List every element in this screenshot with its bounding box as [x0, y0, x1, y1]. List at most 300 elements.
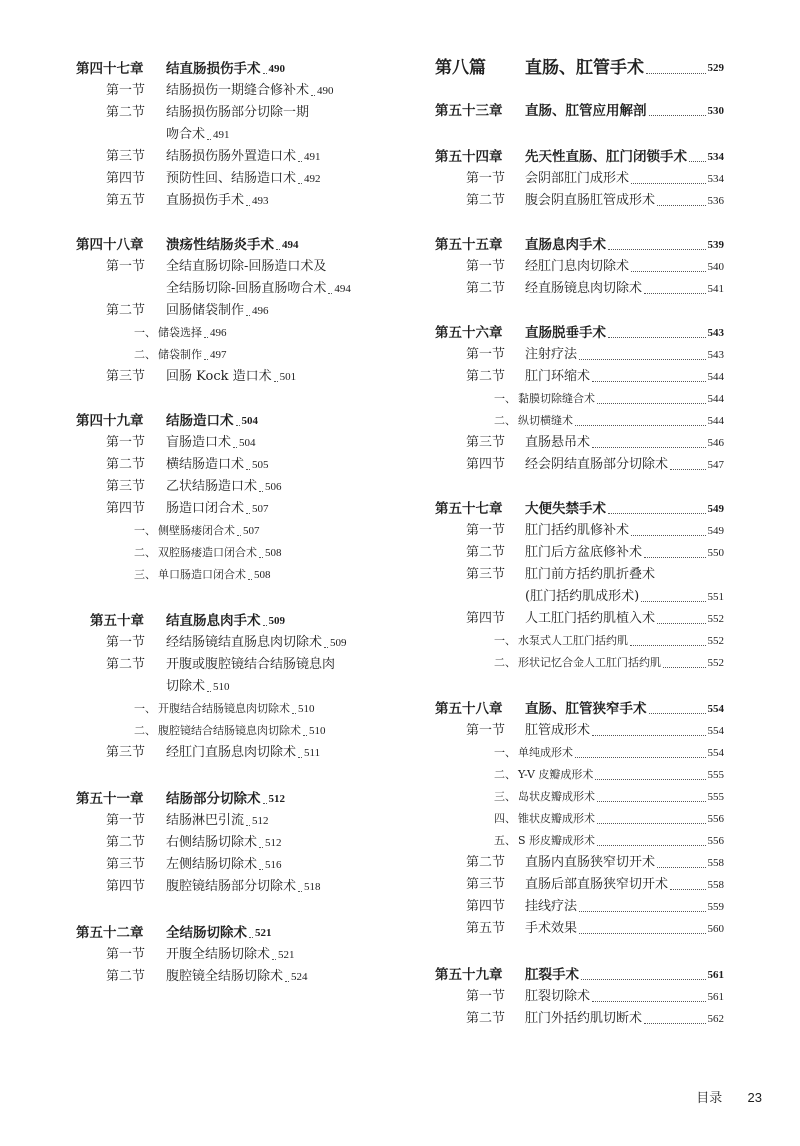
- entry-number: 第四节: [466, 899, 506, 914]
- toc-entry-sub: [494, 764, 724, 786]
- entry-page-number: 554: [707, 725, 724, 737]
- entry-title: 肛门环缩术: [525, 369, 591, 384]
- entry-title: 直肠、肛管狭窄手术: [525, 701, 647, 717]
- leader-dots: [631, 535, 705, 536]
- entry-title: 肛管成形术: [525, 723, 591, 738]
- entry-title: 储袋制作: [158, 348, 202, 361]
- entry-title: 腹腔镜全结肠切除术: [166, 969, 284, 984]
- entry-title: 手术效果: [525, 921, 578, 936]
- entry-page-number: 561: [707, 969, 724, 981]
- entry-number: 第三节: [466, 435, 506, 450]
- toc-entry-sec: [466, 720, 724, 742]
- leader-dots: [276, 249, 280, 250]
- toc-entry-ch: [435, 100, 724, 122]
- leader-dots: [631, 183, 705, 184]
- toc-entry-sec2a: [466, 564, 724, 586]
- entry-title: 回肠 Kock 造口术: [166, 369, 272, 384]
- toc-entry-ch: [435, 234, 724, 256]
- entry-page-number: 556: [707, 813, 724, 825]
- entry-title: 直肠损伤手术: [166, 193, 245, 208]
- toc-entry-sub: [494, 742, 724, 764]
- entry-page-number: 510: [213, 681, 230, 693]
- entry-page-number: 544: [707, 371, 724, 383]
- entry-page-number: 555: [707, 769, 724, 781]
- entry-number: 第二节: [466, 193, 506, 208]
- entry-title: 结肠损伤肠部分切除一期: [166, 105, 310, 120]
- entry-number: 第四十七章: [76, 61, 144, 77]
- entry-number: 第一节: [466, 523, 506, 538]
- entry-number: 第一节: [106, 947, 146, 962]
- entry-number: 第二节: [106, 457, 146, 472]
- leader-dots: [324, 647, 328, 648]
- entry-number: 一、: [494, 746, 516, 759]
- entry-number: 第一节: [106, 813, 146, 828]
- leader-dots: [204, 359, 208, 360]
- entry-number: 第三节: [106, 857, 146, 872]
- leader-dots: [303, 735, 307, 736]
- leader-dots: [581, 979, 706, 980]
- entry-number: 二、: [134, 724, 156, 737]
- entry-page-number: 508: [254, 569, 271, 581]
- entry-page-number: 560: [707, 923, 724, 935]
- entry-page-number: 510: [309, 725, 326, 737]
- leader-dots: [595, 779, 705, 780]
- leader-dots: [575, 425, 706, 426]
- entry-title: 乙状结肠造口术: [166, 479, 258, 494]
- entry-page-number: 549: [707, 503, 724, 515]
- entry-title: 预防性回、结肠造口术: [166, 171, 297, 186]
- entry-number: 第八篇: [435, 58, 486, 78]
- entry-page-number: 530: [707, 105, 724, 117]
- toc-entry-sec: [466, 896, 724, 918]
- toc-entry-ch: [435, 698, 724, 720]
- leader-dots: [579, 933, 705, 934]
- entry-page-number: 509: [268, 615, 285, 627]
- entry-title: 结肠造口术: [166, 413, 234, 429]
- entry-title: 直肠悬吊术: [525, 435, 591, 450]
- entry-number: 第一节: [466, 171, 506, 186]
- leader-dots: [259, 847, 263, 848]
- toc-entry-sec: [466, 1008, 724, 1030]
- toc-entry-sec: [466, 520, 724, 542]
- entry-number: 第一节: [466, 259, 506, 274]
- entry-title: 储袋选择: [158, 326, 202, 339]
- entry-number: 二、: [494, 656, 516, 669]
- entry-page-number: 512: [265, 837, 282, 849]
- leader-dots: [646, 73, 706, 74]
- leader-dots: [657, 867, 705, 868]
- toc-entry-sub: [494, 808, 724, 830]
- entry-title: 结直肠损伤手术: [166, 61, 261, 77]
- entry-title: 直肠内直肠狭窄切开术: [525, 855, 656, 870]
- entry-title: 肛门括约肌修补术: [525, 523, 630, 538]
- leader-dots: [657, 623, 705, 624]
- entry-page-number: 544: [707, 415, 724, 427]
- entry-title: S 形皮瓣成形术: [518, 834, 596, 847]
- entry-title: 形状记忆合金人工肛门括约肌: [518, 656, 661, 669]
- entry-page-number: 512: [268, 793, 285, 805]
- entry-number: 第五十三章: [435, 103, 503, 119]
- entry-title: 腹腔镜结合结肠镜息肉切除术: [158, 724, 301, 737]
- entry-number: 第二节: [106, 105, 146, 120]
- entry-page-number: 543: [707, 327, 724, 339]
- entry-title: 经会阴结直肠部分切除术: [525, 457, 669, 472]
- entry-title: 经结肠镜结直肠息肉切除术: [166, 635, 323, 650]
- entry-number: 第四十九章: [76, 413, 144, 429]
- leader-dots: [298, 183, 302, 184]
- entry-title: (肛门括约肌成形术): [525, 589, 640, 604]
- entry-number: 第五十九章: [435, 967, 503, 983]
- entry-title: 单纯成形术: [518, 746, 573, 759]
- toc-entry-sec: [466, 432, 724, 454]
- entry-title: 单口肠造口闭合术: [158, 568, 246, 581]
- entry-number: 第一节: [106, 259, 146, 274]
- entry-title: 注射疗法: [525, 347, 578, 362]
- footer-label: 目录: [696, 1090, 723, 1105]
- entry-title: 吻合术: [166, 127, 206, 142]
- leader-dots: [259, 491, 263, 492]
- entry-number: 第五十一章: [76, 791, 144, 807]
- entry-page-number: 494: [282, 239, 299, 251]
- leader-dots: [263, 73, 267, 74]
- entry-title: 经肛门直肠息肉切除术: [166, 745, 297, 760]
- entry-title: 直肠脱垂手术: [525, 325, 606, 341]
- entry-number: 第五十章: [90, 613, 144, 629]
- entry-title: 直肠、肛管应用解剖: [525, 103, 647, 119]
- toc-entry-sec: [466, 986, 724, 1008]
- page-number: 23: [747, 1090, 762, 1105]
- entry-title: 开腹全结肠切除术: [166, 947, 271, 962]
- entry-title: 回肠储袋制作: [166, 303, 245, 318]
- leader-dots: [649, 713, 706, 714]
- leader-dots: [246, 315, 250, 316]
- toc-entry-sub: [494, 630, 724, 652]
- entry-number: 第四节: [466, 457, 506, 472]
- leader-dots: [644, 557, 705, 558]
- entry-page-number: 541: [707, 283, 724, 295]
- leader-dots: [649, 115, 706, 116]
- entry-number: 二、: [134, 546, 156, 559]
- entry-title: 盲肠造口术: [166, 435, 232, 450]
- entry-number: 第一节: [106, 83, 146, 98]
- entry-number: 一、: [494, 392, 516, 405]
- leader-dots: [689, 161, 706, 162]
- entry-page-number: 511: [304, 747, 321, 759]
- entry-title: 直肠、肛管手术: [525, 58, 644, 78]
- entry-page-number: 561: [707, 991, 724, 1003]
- entry-title: 右侧结肠切除术: [166, 835, 258, 850]
- leader-dots: [259, 869, 263, 870]
- entry-number: 第三节: [106, 745, 146, 760]
- entry-page-number: 534: [707, 151, 724, 163]
- entry-page-number: 505: [252, 459, 269, 471]
- leader-dots: [592, 447, 705, 448]
- entry-number: 第五节: [106, 193, 146, 208]
- toc-entry-sub: [494, 786, 724, 808]
- entry-number: 一、: [134, 524, 156, 537]
- entry-page-number: 504: [239, 437, 256, 449]
- entry-page-number: 493: [252, 195, 269, 207]
- leader-dots: [630, 645, 706, 646]
- leader-dots: [592, 735, 705, 736]
- entry-title: 结肠损伤肠外置造口术: [166, 149, 297, 164]
- entry-number: 第四节: [106, 501, 146, 516]
- entry-number: 一、: [494, 634, 516, 647]
- leader-dots: [328, 293, 332, 294]
- entry-title: 溃疡性结肠炎手术: [166, 237, 274, 253]
- entry-number: 一、: [134, 702, 156, 715]
- leader-dots: [608, 513, 706, 514]
- toc-entry-sub: [494, 830, 724, 852]
- toc-entry-sec: [466, 190, 724, 212]
- toc-entry-sec: [466, 344, 724, 366]
- entry-title: 横结肠造口术: [166, 457, 245, 472]
- entry-title: 结直肠息肉手术: [166, 613, 261, 629]
- leader-dots: [644, 1023, 705, 1024]
- leader-dots: [592, 381, 705, 382]
- toc-entry-ch: [435, 146, 724, 168]
- leader-dots: [608, 249, 706, 250]
- entry-page-number: 550: [707, 547, 724, 559]
- leader-dots: [597, 845, 705, 846]
- entry-title: 结肠损伤一期缝合修补术: [166, 83, 310, 98]
- entry-title: 腹会阴直肠肛管成形术: [525, 193, 656, 208]
- leader-dots: [246, 825, 250, 826]
- entry-number: 第三节: [106, 479, 146, 494]
- toc-entry-sub: [494, 652, 724, 674]
- entry-page-number: 558: [707, 879, 724, 891]
- entry-number: 第一节: [106, 635, 146, 650]
- entry-number: 二、: [494, 768, 516, 781]
- toc-entry-ch: [435, 964, 724, 986]
- leader-dots: [579, 911, 705, 912]
- entry-page-number: 491: [304, 151, 321, 163]
- entry-number: 第二节: [466, 369, 506, 384]
- entry-title: 岛状皮瓣成形术: [518, 790, 595, 803]
- entry-page-number: 490: [317, 85, 334, 97]
- leader-dots: [608, 337, 706, 338]
- entry-title: 大便失禁手术: [525, 501, 606, 517]
- entry-page-number: 554: [707, 747, 724, 759]
- entry-title: 双腔肠瘘造口闭合术: [158, 546, 257, 559]
- leader-dots: [285, 981, 289, 982]
- entry-title: 黏膜切除缝合术: [518, 392, 595, 405]
- entry-number: 第三节: [466, 567, 506, 582]
- entry-page-number: 546: [707, 437, 724, 449]
- leader-dots: [657, 205, 705, 206]
- entry-page-number: 558: [707, 857, 724, 869]
- entry-number: 第一节: [466, 723, 506, 738]
- entry-number: 第三节: [106, 369, 146, 384]
- leader-dots: [644, 293, 705, 294]
- entry-title: 经直肠镜息肉切除术: [525, 281, 643, 296]
- entry-page-number: 552: [707, 657, 724, 669]
- entry-page-number: 552: [707, 613, 724, 625]
- entry-number: 第五十二章: [76, 925, 144, 941]
- toc-entry-part: [435, 54, 724, 82]
- entry-title: Y-V 皮瓣成形术: [518, 768, 594, 781]
- leader-dots: [248, 579, 252, 580]
- entry-number: 第五十五章: [435, 237, 503, 253]
- entry-title: 肛裂切除术: [525, 989, 591, 1004]
- toc-entry-sub: [494, 410, 724, 432]
- entry-title: 开腹结合结肠镜息肉切除术: [158, 702, 290, 715]
- leader-dots: [579, 359, 705, 360]
- leader-dots: [263, 625, 267, 626]
- entry-number: 第四十八章: [76, 237, 144, 253]
- toc-entry-sub: [494, 388, 724, 410]
- entry-number: 第四节: [106, 171, 146, 186]
- entry-number: 第三节: [106, 149, 146, 164]
- leader-dots: [259, 557, 263, 558]
- page-footer: [696, 1087, 762, 1106]
- entry-page-number: 556: [707, 835, 724, 847]
- leader-dots: [597, 403, 706, 404]
- entry-number: 第二节: [466, 281, 506, 296]
- entry-page-number: 516: [265, 859, 282, 871]
- entry-number: 第二节: [466, 855, 506, 870]
- entry-page-number: 509: [330, 637, 347, 649]
- entry-page-number: 512: [252, 815, 269, 827]
- toc-entry-sec: [466, 852, 724, 874]
- entry-number: 第一节: [466, 347, 506, 362]
- leader-dots: [298, 757, 302, 758]
- entry-number: 第四节: [106, 879, 146, 894]
- entry-page-number: 521: [255, 927, 272, 939]
- leader-dots: [670, 889, 705, 890]
- toc-entry-sec: [466, 278, 724, 300]
- toc-entry-sec: [466, 256, 724, 278]
- entry-title: 结肠部分切除术: [166, 791, 261, 807]
- entry-page-number: 506: [265, 481, 282, 493]
- entry-page-number: 510: [298, 703, 315, 715]
- entry-page-number: 549: [707, 525, 724, 537]
- entry-page-number: 504: [241, 415, 258, 427]
- leader-dots: [274, 381, 278, 382]
- toc-entry-sec: [466, 918, 724, 940]
- entry-page-number: 555: [707, 791, 724, 803]
- leader-dots: [263, 803, 267, 804]
- entry-title: 肛门后方盆底修补术: [525, 545, 643, 560]
- leader-dots: [207, 139, 211, 140]
- entry-number: 第五十八章: [435, 701, 503, 717]
- entry-title: 全结肠切除-回肠直肠吻合术: [166, 281, 327, 296]
- toc-entry-ch: [435, 498, 724, 520]
- leader-dots: [592, 1001, 705, 1002]
- entry-title: 肛裂手术: [525, 967, 579, 983]
- leader-dots: [670, 469, 705, 470]
- entry-title: 水泵式人工肛门括约肌: [518, 634, 628, 647]
- entry-page-number: 521: [278, 949, 295, 961]
- entry-number: 三、: [494, 790, 516, 803]
- entry-number: 一、: [134, 326, 156, 339]
- leader-dots: [311, 95, 315, 96]
- entry-page-number: 524: [291, 971, 308, 983]
- toc-entry-sec: [466, 874, 724, 896]
- entry-title: 开腹或腹腔镜结合结肠镜息肉: [166, 657, 336, 672]
- entry-title: 全结直肠切除-回肠造口术及: [166, 259, 327, 274]
- leader-dots: [298, 891, 302, 892]
- entry-title: 人工肛门括约肌植入术: [525, 611, 656, 626]
- entry-page-number: 496: [210, 327, 227, 339]
- entry-page-number: 529: [707, 62, 724, 74]
- leader-dots: [249, 937, 253, 938]
- entry-title: 肛门前方括约肌折叠术: [525, 567, 656, 582]
- entry-page-number: 562: [707, 1013, 724, 1025]
- toc-entry-sec: [466, 608, 724, 630]
- entry-page-number: 518: [304, 881, 321, 893]
- entry-title: 肛门外括约肌切断术: [525, 1011, 643, 1026]
- entry-title: 肠造口闭合术: [166, 501, 245, 516]
- entry-page-number: 539: [707, 239, 724, 251]
- entry-page-number: 544: [707, 393, 724, 405]
- entry-page-number: 543: [707, 349, 724, 361]
- toc-entry-sec: [466, 366, 724, 388]
- entry-page-number: 491: [213, 129, 230, 141]
- toc-entry-ch: [435, 322, 724, 344]
- entry-number: 三、: [134, 568, 156, 581]
- leader-dots: [237, 535, 241, 536]
- entry-number: 第三节: [466, 877, 506, 892]
- leader-dots: [292, 713, 296, 714]
- entry-page-number: 497: [210, 349, 227, 361]
- entry-title: 锥状皮瓣成形术: [518, 812, 595, 825]
- entry-number: 第四节: [466, 611, 506, 626]
- leader-dots: [663, 667, 706, 668]
- entry-page-number: 507: [243, 525, 260, 537]
- entry-page-number: 547: [707, 459, 724, 471]
- leader-dots: [207, 691, 211, 692]
- entry-title: 会阴部肛门成形术: [525, 171, 630, 186]
- entry-page-number: 496: [252, 305, 269, 317]
- entry-number: 第五十四章: [435, 149, 503, 165]
- entry-page-number: 552: [707, 635, 724, 647]
- leader-dots: [298, 161, 302, 162]
- entry-page-number: 559: [707, 901, 724, 913]
- leader-dots: [246, 469, 250, 470]
- leader-dots: [204, 337, 208, 338]
- entry-page-number: 536: [707, 195, 724, 207]
- leader-dots: [272, 959, 276, 960]
- leader-dots: [246, 513, 250, 514]
- leader-dots: [233, 447, 237, 448]
- leader-dots: [597, 801, 706, 802]
- leader-dots: [246, 205, 250, 206]
- entry-page-number: 551: [707, 591, 724, 603]
- entry-title: 侧壁肠瘘闭合术: [158, 524, 235, 537]
- leader-dots: [575, 757, 706, 758]
- entry-page-number: 540: [707, 261, 724, 273]
- entry-title: 切除术: [166, 679, 206, 694]
- entry-number: 第二节: [106, 303, 146, 318]
- entry-title: 挂线疗法: [525, 899, 578, 914]
- entry-number: 第二节: [106, 969, 146, 984]
- entry-page-number: 534: [707, 173, 724, 185]
- entry-page-number: 554: [707, 703, 724, 715]
- toc-entry-sec2b: [525, 586, 724, 608]
- entry-number: 第一节: [466, 989, 506, 1004]
- entry-number: 第五十七章: [435, 501, 503, 517]
- leader-dots: [236, 425, 240, 426]
- entry-page-number: 492: [304, 173, 321, 185]
- toc-entry-sec: [466, 454, 724, 476]
- entry-page-number: 494: [334, 283, 351, 295]
- entry-number: 第二节: [106, 835, 146, 850]
- leader-dots: [641, 601, 705, 602]
- entry-page-number: 507: [252, 503, 269, 515]
- entry-title: 左侧结肠切除术: [166, 857, 258, 872]
- entry-title: 腹腔镜结肠部分切除术: [166, 879, 297, 894]
